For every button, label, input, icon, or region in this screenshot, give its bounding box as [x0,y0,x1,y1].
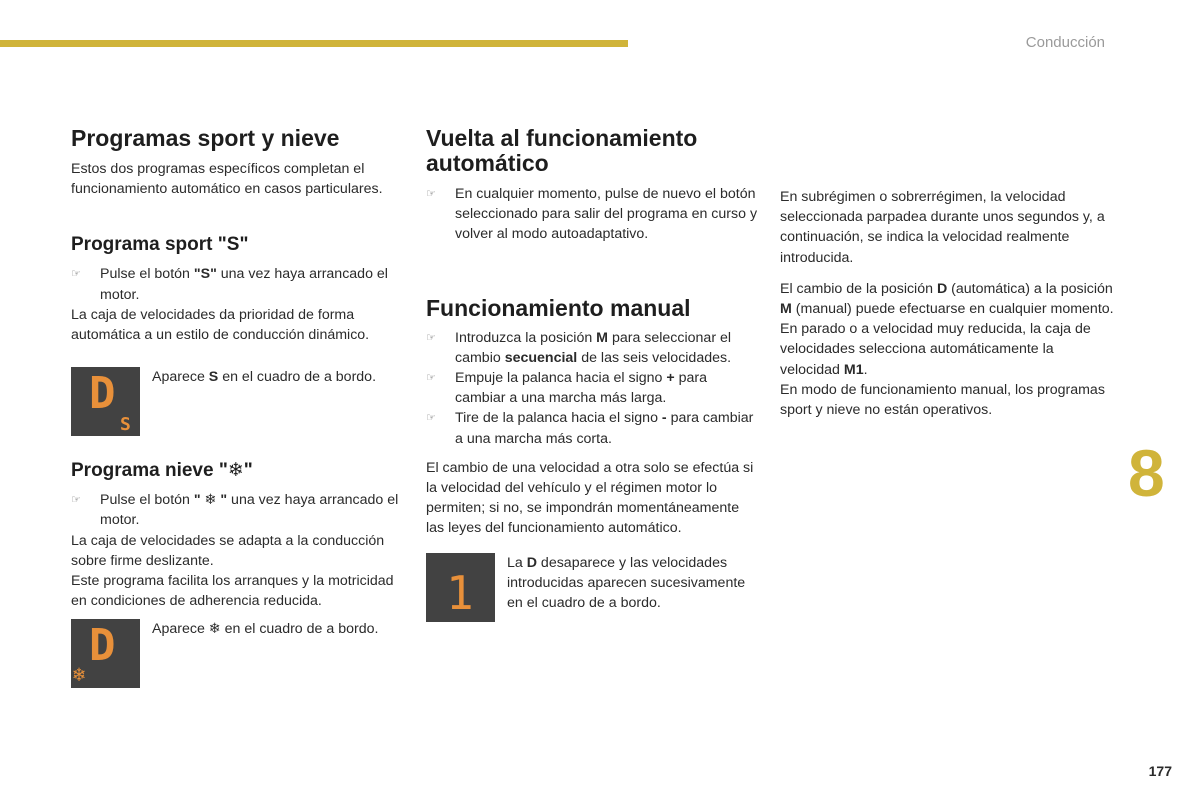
manual-bullet-3: ☞ Tire de la palanca hacia el signo - para cambiar a una marcha más corta. [426,410,754,447]
sport-display-screen [71,367,140,436]
snow-title: Programa nieve "❄" [71,460,253,482]
snow-display-caption: Aparece ❄ en el cuadro de a bordo. [152,621,379,638]
manual-text: El cambio de una velocidad a otra solo se efectúa si la velocidad del vehículo y el régimen motor lo permiten; si no, se impondrán momentáneamente las leyes del funcionamiento automático. [426,459,754,537]
column-middle [426,126,761,622]
bullet-hand-icon: ☞ [426,372,436,385]
bullet-hand-icon: ☞ [426,412,436,425]
right-text-3: En parado o a velocidad muy reducida, la caja de velocidades selecciona automáticamente la velocidad M1. [780,321,1091,378]
sport-bullet: ☞ Pulse el botón "S" una vez haya arrancado el motor. [71,266,388,303]
manual-bullet-2: ☞ Empuje la palanca hacia el signo + para cambiar a una marcha más larga. [426,370,708,407]
manual-bullet-1: ☞ Introduzca la posición M para seleccionar el cambio secuencial de las seis velocidades. [426,329,732,366]
bullet-hand-icon: ☞ [426,188,436,200]
sport-title: Programa sport "S" [71,234,249,256]
screen-gear-d: D [89,620,116,672]
column-right [780,187,1115,420]
section-title-auto-return: Vuelta al funcionamiento automático [426,125,698,176]
auto-bullet: ☞ En cualquier momento, pulse de nuevo el botón seleccionado para salir del programa en curso y volver al modo autoadaptativo. [426,186,758,243]
snow-display-screen [71,619,140,688]
manual-display-screen [426,553,495,622]
bullet-hand-icon: ☞ [426,331,436,344]
chapter-number: 8 [1128,436,1165,510]
right-text-4: En modo de funcionamiento manual, los programas sport y nieve no están operativos. [780,381,1105,419]
sport-display-row [71,367,406,436]
section-title-manual: Funcionamiento manual [426,294,691,321]
intro-text: Estos dos programas específicos completan el funcionamiento automático en casos particulares. [71,161,383,198]
manual-display-row [426,553,761,622]
bullet-hand-icon: ☞ [71,494,81,507]
bullet-hand-icon: ☞ [71,268,81,281]
column-left [71,126,406,688]
sport-text: La caja de velocidades da prioridad de forma automática a un estilo de conducción dinámico. [71,306,370,344]
right-text-2: El cambio de la posición D (automática) a la posición M (manual) puede efectuarse en cualquier momento. [780,280,1114,318]
screen-gear-1: 1 [446,565,474,620]
snowflake-icon: ❄ [73,662,86,687]
section-title-sport-snow: Programas sport y nieve [71,125,340,151]
snow-text-1: La caja de velocidades se adapta a la conducción sobre firme deslizante. [71,532,385,569]
snow-bullet: ☞ Pulse el botón " ❄ " una vez haya arrancado el motor. [71,492,399,529]
snow-display-row [71,619,406,688]
page-number: 177 [1148,763,1172,779]
snow-text-2: Este programa facilita los arranques y la motricidad en condiciones de adherencia reducida. [71,573,394,610]
manual-display-caption: La D desaparece y las velocidades introducidas aparecen sucesivamente en el cuadro de a bordo. [507,554,746,612]
right-text-1: En subrégimen o sobrerrégimen, la velocidad seleccionada parpadea durante unos segundos y, a continuación, se indica la velocidad realmente introducida. [780,189,1105,266]
chapter-title: Conducción [1025,34,1105,51]
sport-display-caption: Aparece S en el cuadro de a bordo. [152,369,377,386]
header-accent-bar [0,40,628,47]
screen-gear-d: D [89,368,116,420]
screen-sport-s: S [120,414,131,436]
